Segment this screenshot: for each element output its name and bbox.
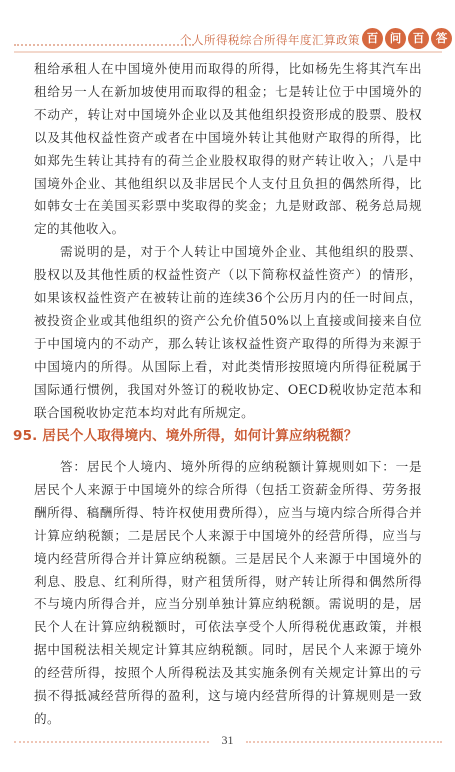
body-text [34,58,422,425]
header-badge-1: 百 [362,28,383,49]
footer-dotted-rule-left [14,741,209,743]
paragraph-continued: 租给承租人在中国境外使用而取得的所得，比如杨先生将其汽车出租给另一人在新加坡使用而取得的租金；七是转让位于中国境外的不动产，转让对中国境外企业以及其他组织投资形成的股票、股权以及其他权益性资产或者在中国境外转让其他财产取得的所得，比如郑先生转让其持有的荷兰企业股权取得的财产转让收入；八是中国境外企业、其他组织以及非居民个人支付且负担的偶然所得，比如韩女士在美国买彩票中奖取得的奖金；九是财政部、税务总局规定的其他收入。 [34,61,422,237]
header-badge-2: 问 [385,28,406,49]
page-header [0,0,455,60]
header-badge-3: 百 [408,28,429,49]
paragraph-note: 需说明的是，对于个人转让中国境外企业、其他组织的股票、股权以及其他性质的权益性资产（以下简称权益性资产）的情形，如果该权益性资产在被转让前的连续36个公历月内的任一时间点，被投资企业或其他组织的资产公允价值50%以上直接或间接来自位于中国境内的不动产，那么转让该权益性资产取得的所得为来源于中国境内的所得。从国际上看，对此类情形按照境内所得征税属于国际通行惯例，我国对外签订的税收协定、OECD税收协定范本和联合国税收协定范本均对此有所规定。 [34,244,422,420]
question-heading: 95. 居民个人取得境内、境外所得，如何计算应纳税额？ [13,428,358,444]
header-badge-4: 答 [431,28,452,49]
header-title: 个人所得税综合所得年度汇算政策 [180,33,360,47]
page-number: 31 [221,733,234,747]
header-rule [14,51,442,53]
footer-dotted-rule-right [246,741,442,743]
answer-paragraph: 答：居民个人境内、境外所得的应纳税额计算规则如下：一是居民个人来源于中国境外的综合所得（包括工资薪金所得、劳务报酬所得、稿酬所得、特许权使用费所得），应当与境内综合所得合并计算应纳税额；二是居民个人来源于中国境外的经营所得，应当与境内经营所得合并计算应纳税额。三是居民个人来源于中国境外的利息、股息、红利所得，财产租赁所得，财产转让所得和偶然所得不与境内所得合并，应当分别单独计算应纳税额。需说明的是，居民个人在计算应纳税额时，可依法享受个人所得税优惠政策，并根据中国税法相关规定计算其应纳税额。同时，居民个人来源于境外的经营所得，按照个人所得税法及其实施条例有关规定计算出的亏损不得抵减经营所得的盈利，这与境内经营所得的计算规则是一致的。 [34,459,422,726]
answer-block [34,456,422,731]
header-dotted-rule [14,44,194,46]
